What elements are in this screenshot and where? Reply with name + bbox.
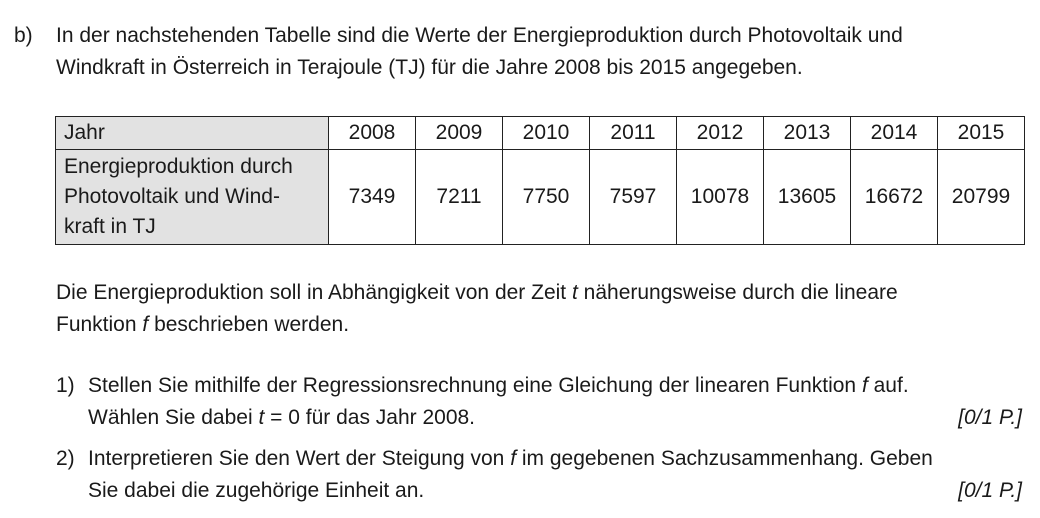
task-line-2: [88, 475, 1022, 507]
points-label: [0/1 P.]: [958, 479, 1022, 502]
text-span: Funktion: [56, 313, 143, 336]
year-cell: 2011: [590, 117, 677, 150]
header-energy-line: Photovoltaik und Wind-: [64, 185, 280, 208]
task-number: 1): [56, 374, 75, 397]
task-body: [88, 443, 1022, 507]
year-cell: 2008: [329, 117, 416, 150]
text-span: Die Energieproduktion soll in Abhängigkeit von der Zeit: [56, 281, 572, 304]
description-paragraph: [56, 277, 1026, 341]
points-label: [0/1 P.]: [958, 406, 1022, 429]
value-cell: 7750: [503, 150, 590, 245]
year-cell: 2012: [677, 117, 764, 150]
variable-f: f: [861, 374, 868, 397]
text-span: Stellen Sie mithilfe der Regressionsrechnung eine Gleichung der linearen Funktion: [88, 374, 862, 397]
value-cell: 16672: [851, 150, 938, 245]
task-line-2: [88, 402, 1022, 434]
table-row-years: [56, 117, 1025, 150]
header-cell-energy: [56, 150, 329, 245]
value-cell: 7597: [590, 150, 677, 245]
header-energy-line: Energieproduktion durch: [64, 155, 293, 178]
value-cell: 7211: [416, 150, 503, 245]
value-cell: 10078: [677, 150, 764, 245]
intro-line-2: Windkraft in Österreich in Terajoule (TJ) für die Jahre 2008 bis 2015 angegeben.: [56, 56, 803, 79]
year-cell: 2010: [503, 117, 590, 150]
year-cell: 2014: [851, 117, 938, 150]
value-cell: 20799: [938, 150, 1025, 245]
text-span: Wählen Sie dabei: [88, 406, 259, 429]
year-cell: 2015: [938, 117, 1025, 150]
task-body: [88, 370, 1022, 434]
task-line-2-text: [88, 402, 475, 434]
paragraph-line-2: [56, 309, 1026, 341]
text-span: beschrieben werden.: [148, 313, 350, 336]
text-span: auf.: [867, 374, 909, 397]
variable-f: f: [142, 313, 149, 336]
energy-table: [55, 116, 1025, 245]
text-span: = 0 für das Jahr 2008.: [264, 406, 476, 429]
task-line-2-text: Sie dabei die zugehörige Einheit an.: [88, 479, 425, 502]
year-cell: 2013: [764, 117, 851, 150]
task-2: [56, 443, 1022, 507]
value-cell: 7349: [329, 150, 416, 245]
part-label: b): [14, 24, 33, 47]
intro-line-1: In der nachstehenden Tabelle sind die Werte der Energieproduktion durch Photovoltaik und: [56, 24, 903, 47]
text-span: Interpretieren Sie den Wert der Steigung von: [88, 447, 511, 470]
header-energy-line: kraft in TJ: [64, 215, 156, 238]
variable-f: f: [510, 447, 517, 470]
value-cell: 13605: [764, 150, 851, 245]
text-span: im gegebenen Sachzusammenhang. Geben: [516, 447, 933, 470]
task-1: [56, 370, 1022, 434]
header-cell-year: Jahr: [56, 117, 329, 150]
table-row-energy: [56, 150, 1025, 245]
text-span: näherungsweise durch die lineare: [577, 281, 898, 304]
task-line-1: [88, 443, 1022, 475]
variable-t: t: [571, 281, 578, 304]
intro-text: [56, 20, 1026, 84]
variable-t: t: [258, 406, 265, 429]
year-cell: 2009: [416, 117, 503, 150]
paragraph-line-1: [56, 277, 1026, 309]
task-line-1: [88, 370, 1022, 402]
task-number: 2): [56, 447, 75, 470]
